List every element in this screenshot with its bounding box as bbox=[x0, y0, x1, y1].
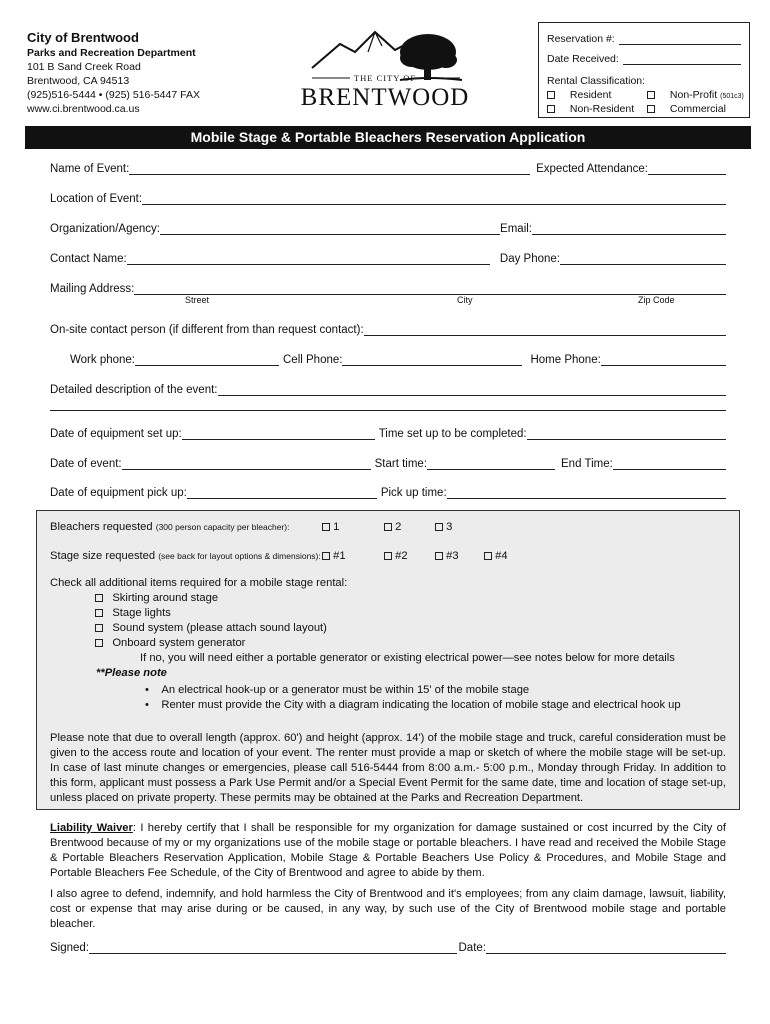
generator-note: If no, you will need either a portable generator or existing electrical power—see notes below for more details bbox=[140, 652, 675, 664]
generator-label: Onboard system generator bbox=[112, 637, 246, 649]
home-phone-label: Home Phone: bbox=[530, 354, 601, 366]
contact-row bbox=[50, 250, 726, 265]
form-title: Mobile Stage & Portable Bleachers Reservation Application bbox=[25, 126, 751, 149]
bleacher-1-checkbox[interactable] bbox=[322, 523, 330, 531]
event-name-row bbox=[50, 160, 726, 175]
address-line-2: Brentwood, CA 94513 bbox=[27, 75, 130, 87]
resident-checkbox[interactable] bbox=[547, 91, 555, 99]
office-use-box bbox=[538, 22, 750, 118]
nonprofit-checkbox[interactable] bbox=[647, 91, 655, 99]
pickup-time-label: Pick up time: bbox=[380, 487, 447, 499]
indemnify-paragraph: I also agree to defend, indemnify, and hold harmless the City of Brentwood and it's employees; from any claim damage, lawsuit, liability, cost or expense that may arise during or be caused, in any way, by such use of the City of Brentwood mobile stage and portable bleacher. bbox=[50, 888, 726, 930]
bleacher-option-3[interactable] bbox=[435, 520, 452, 535]
bleachers-label bbox=[50, 520, 289, 535]
bleacher-2-checkbox[interactable] bbox=[384, 523, 392, 531]
location-row bbox=[50, 190, 726, 205]
day-phone-label: Day Phone: bbox=[499, 253, 560, 265]
pickup-time-field[interactable] bbox=[447, 487, 726, 499]
stage-1-checkbox[interactable] bbox=[322, 552, 330, 560]
stage-size-label bbox=[50, 549, 321, 564]
stage-option-4[interactable] bbox=[484, 549, 508, 564]
generator-checkbox[interactable] bbox=[95, 639, 103, 647]
cell-phone-label: Cell Phone: bbox=[283, 354, 343, 366]
day-phone-field[interactable] bbox=[560, 253, 726, 265]
additional-items-intro: Check all additional items required for a mobile stage rental: bbox=[50, 577, 348, 589]
department-name: Parks and Recreation Department bbox=[27, 47, 196, 59]
bleacher-option-1[interactable] bbox=[322, 520, 339, 535]
phones-row bbox=[70, 351, 726, 366]
liability-waiver-text: : I hereby certify that I shall be responsible for my organization for damage sustained or cost incurred by the City of Brentwood because of my or my organizations use of the mobile stage or portable bleachers. I have read and received the Mobile Stage & Portable Bleachers Reservation Application, Mobile Stage & Portable Beachers Use Policy & Procedures, and Mobile Stage and Portable Bleachers Fee Schedule, of the City of Brentwood and agree to abide by them. bbox=[50, 822, 726, 879]
contact-name-label: Contact Name: bbox=[50, 253, 127, 265]
home-phone-field[interactable] bbox=[601, 354, 726, 366]
stage-option-3[interactable] bbox=[435, 549, 459, 564]
pickup-date-field[interactable] bbox=[187, 487, 377, 499]
liability-waiver-paragraph bbox=[50, 821, 726, 881]
start-time-label: Start time: bbox=[374, 458, 428, 470]
event-name-field[interactable] bbox=[129, 163, 530, 175]
commercial-label: Commercial bbox=[669, 103, 726, 115]
mailing-row bbox=[50, 280, 726, 295]
signature-row bbox=[50, 939, 726, 954]
sound-system-label: Sound system (please attach sound layout) bbox=[112, 622, 327, 634]
city-caption: City bbox=[457, 295, 473, 305]
date-field[interactable] bbox=[486, 942, 726, 954]
stage-1-label: #1 bbox=[333, 550, 346, 562]
organization-row bbox=[50, 220, 726, 235]
contact-name-field[interactable] bbox=[127, 253, 490, 265]
organization-field[interactable] bbox=[160, 223, 500, 235]
note-bullet-1-text: An electrical hook-up or a generator must be within 15' of the mobile stage bbox=[161, 684, 530, 696]
reservation-label: Reservation #: bbox=[547, 33, 615, 45]
item-skirting[interactable] bbox=[95, 591, 218, 606]
description-field-line-2[interactable] bbox=[50, 410, 726, 411]
sound-system-checkbox[interactable] bbox=[95, 624, 103, 632]
signature-field[interactable] bbox=[89, 942, 456, 954]
zip-caption: Zip Code bbox=[638, 295, 675, 305]
item-generator[interactable] bbox=[95, 636, 245, 651]
setup-row bbox=[50, 425, 726, 440]
stage-4-label: #4 bbox=[495, 550, 508, 562]
work-phone-field[interactable] bbox=[135, 354, 279, 366]
nonresident-checkbox[interactable] bbox=[547, 105, 555, 113]
mailing-address-field[interactable] bbox=[134, 283, 726, 295]
liability-waiver-label: Liability Waiver bbox=[50, 822, 133, 834]
setup-date-field[interactable] bbox=[182, 428, 375, 440]
onsite-row bbox=[50, 321, 726, 336]
resident-label: Resident bbox=[569, 89, 612, 101]
skirting-checkbox[interactable] bbox=[95, 594, 103, 602]
description-field[interactable] bbox=[218, 384, 727, 396]
commercial-checkbox[interactable] bbox=[647, 105, 655, 113]
cell-phone-field[interactable] bbox=[342, 354, 522, 366]
location-field[interactable] bbox=[142, 193, 726, 205]
bleachers-note: (300 person capacity per bleacher): bbox=[155, 522, 290, 532]
street-caption: Street bbox=[185, 295, 210, 305]
reservation-number-field[interactable] bbox=[619, 34, 741, 45]
stage-size-text: Stage size requested bbox=[50, 550, 156, 562]
stage-notice-paragraph: Please note that due to overall length (approx. 60') and height (approx. 14') of the mobile stage and truck, careful consideration must be given to the access route and location of your event. The renter must provide a map or sketch of where the mobile stage will be set-up. In case of last minute changes or emergencies, please call 516-5444 from 8:00 a.m.- 5:00 p.m., Monday through Friday. In addition to this form, applicant must possess a Park Use Permit and/or a Special Event Permit for the same date, time and location of stage set-up, unless placed on private property. These permits may be obtained at the Parks and Recreation Department. bbox=[50, 732, 726, 804]
address-line-1: 101 B Sand Creek Road bbox=[27, 61, 141, 73]
note-bullet-2-text: Renter must provide the City with a diagram indicating the location of mobile stage and electrical hook up bbox=[161, 699, 681, 711]
stage-lights-checkbox[interactable] bbox=[95, 609, 103, 617]
stage-2-checkbox[interactable] bbox=[384, 552, 392, 560]
nonprofit-label: Non-Profit bbox=[669, 89, 718, 101]
bleachers-text: Bleachers requested bbox=[50, 521, 153, 533]
event-date-field[interactable] bbox=[122, 458, 371, 470]
stage-option-2[interactable] bbox=[384, 549, 408, 564]
stage-4-checkbox[interactable] bbox=[484, 552, 492, 560]
email-field[interactable] bbox=[532, 223, 726, 235]
attendance-field[interactable] bbox=[648, 163, 726, 175]
stage-3-label: #3 bbox=[446, 550, 459, 562]
logo-big-text: BRENTWOOD bbox=[300, 84, 470, 111]
date-label: Date: bbox=[458, 942, 486, 954]
organization-label: Organization/Agency: bbox=[50, 223, 160, 235]
note-bullet-1 bbox=[145, 683, 529, 698]
signed-label: Signed: bbox=[50, 942, 90, 954]
onsite-contact-label: On-site contact person (if different from than request contact): bbox=[50, 324, 364, 336]
please-note-heading: **Please note bbox=[96, 667, 167, 679]
website-link[interactable]: www.ci.brentwood.ca.us bbox=[27, 103, 140, 115]
work-phone-label: Work phone: bbox=[70, 354, 135, 366]
stage-2-label: #2 bbox=[395, 550, 408, 562]
stage-3-checkbox[interactable] bbox=[435, 552, 443, 560]
nonresident-label: Non-Resident bbox=[569, 103, 635, 115]
start-time-field[interactable] bbox=[427, 458, 555, 470]
brentwood-logo bbox=[300, 22, 470, 114]
header-address-block bbox=[27, 30, 200, 116]
description-label: Detailed description of the event: bbox=[50, 384, 218, 396]
note-bullet-2 bbox=[145, 698, 681, 713]
bleacher-option-2[interactable] bbox=[384, 520, 401, 535]
item-stage-lights[interactable] bbox=[95, 606, 171, 621]
phone-line: (925)516-5444 • (925) 516-5447 FAX bbox=[27, 89, 200, 101]
pickup-date-label: Date of equipment pick up: bbox=[50, 487, 187, 499]
city-name: City of Brentwood bbox=[27, 30, 139, 45]
stage-lights-label: Stage lights bbox=[112, 607, 171, 619]
setup-time-field[interactable] bbox=[527, 428, 726, 440]
location-label: Location of Event: bbox=[50, 193, 143, 205]
nonprofit-note: (501c3) bbox=[720, 93, 744, 100]
setup-time-label: Time set up to be completed: bbox=[378, 428, 527, 440]
email-label: Email: bbox=[500, 223, 532, 235]
onsite-contact-field[interactable] bbox=[364, 324, 726, 336]
bullet-icon: • bbox=[145, 684, 149, 696]
item-sound-system[interactable] bbox=[95, 621, 327, 636]
event-name-label: Name of Event: bbox=[50, 163, 130, 175]
skirting-label: Skirting around stage bbox=[112, 592, 219, 604]
end-time-field[interactable] bbox=[613, 458, 726, 470]
date-received-field[interactable] bbox=[623, 54, 741, 65]
stage-option-1[interactable] bbox=[322, 549, 346, 564]
bleacher-2-label: 2 bbox=[395, 521, 402, 533]
event-date-row bbox=[50, 455, 726, 470]
bleacher-3-checkbox[interactable] bbox=[435, 523, 443, 531]
attendance-label: Expected Attendance: bbox=[536, 163, 648, 175]
setup-date-label: Date of equipment set up: bbox=[50, 428, 182, 440]
date-received-label: Date Received: bbox=[547, 53, 619, 65]
description-row bbox=[50, 381, 726, 396]
event-date-label: Date of event: bbox=[50, 458, 122, 470]
bullet-icon: • bbox=[145, 699, 149, 711]
bleacher-3-label: 3 bbox=[446, 521, 453, 533]
rental-classification-label: Rental Classification: bbox=[547, 75, 646, 87]
pickup-row bbox=[50, 484, 726, 499]
bleacher-1-label: 1 bbox=[333, 521, 340, 533]
logo-small-text: THE CITY OF bbox=[353, 73, 417, 83]
stage-size-note: (see back for layout options & dimensions): bbox=[158, 551, 321, 561]
mailing-address-label: Mailing Address: bbox=[50, 283, 135, 295]
end-time-label: End Time: bbox=[561, 458, 613, 470]
